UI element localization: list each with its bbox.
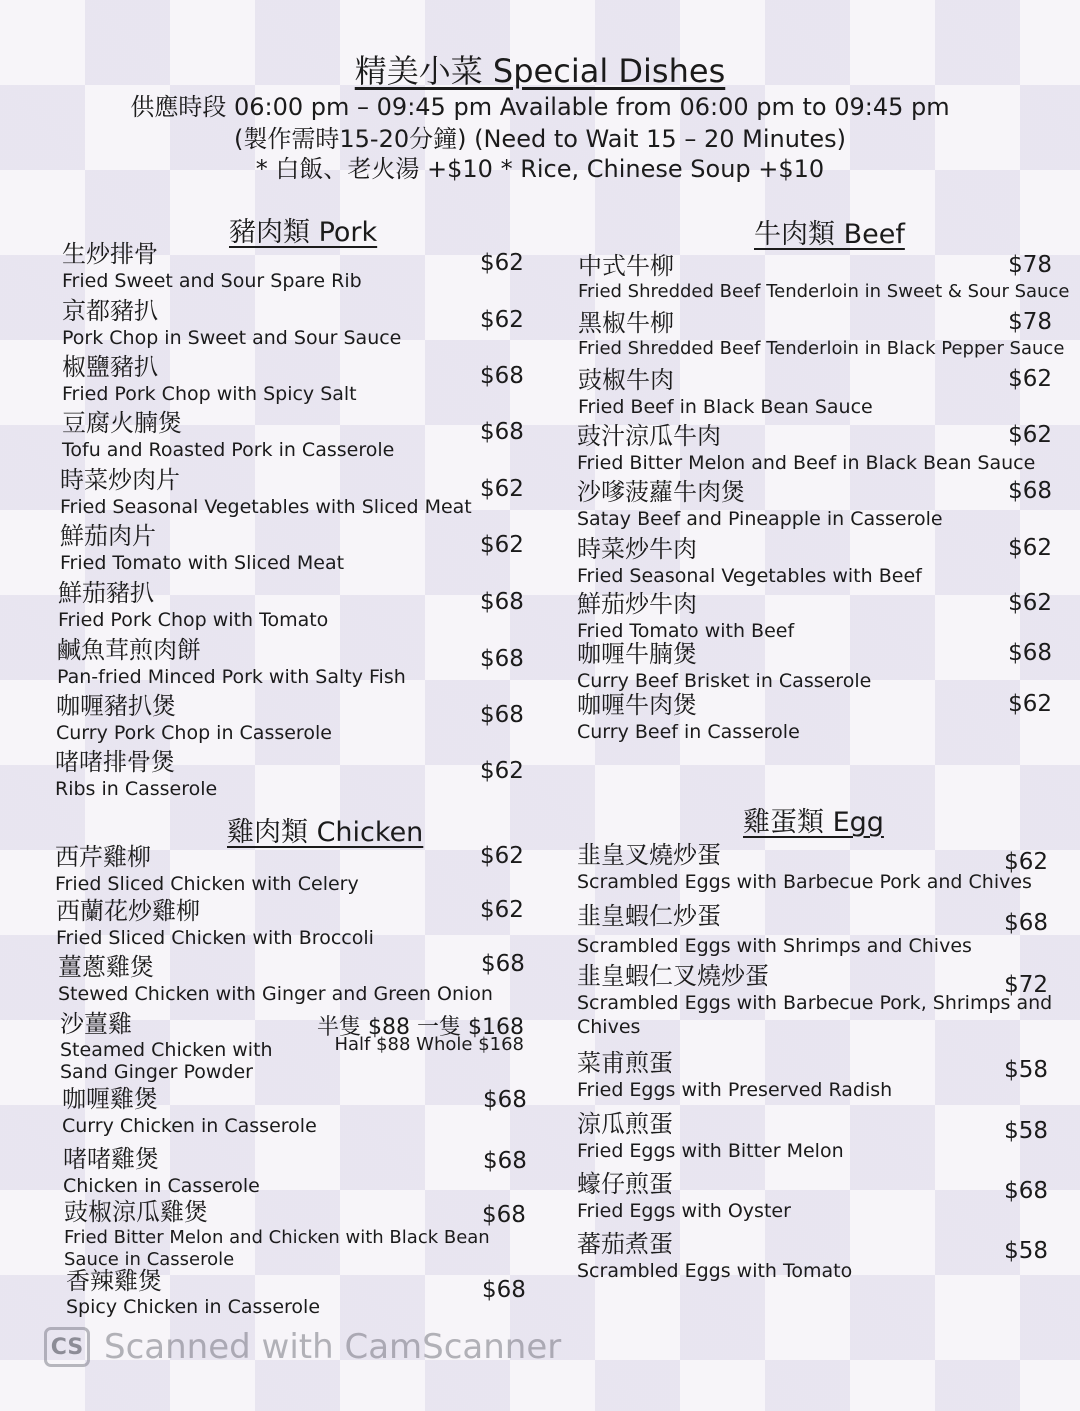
menu-item <box>62 1085 552 1141</box>
item-name-en: Ribs in Casserole <box>55 778 218 800</box>
item-name-zh: 京都豬扒 <box>62 297 158 325</box>
item-name-zh: 時菜炒肉片 <box>60 466 180 494</box>
item-name-en: Fried Shredded Beef Tenderloin in Black Pepper Sauce <box>578 338 1065 359</box>
item-price: $58 <box>1004 1118 1048 1144</box>
menu-item <box>577 535 1052 591</box>
item-name-zh: 豉椒牛肉 <box>578 366 674 394</box>
item-price: $62 <box>480 307 524 333</box>
menu-item <box>62 240 552 296</box>
availability-line: 供應時段 06:00 pm – 09:45 pm Available from 06:00 pm to 09:45 pm <box>130 93 950 121</box>
menu-item <box>56 897 552 953</box>
item-price: $78 <box>1008 309 1052 335</box>
item-name-en: Pork Chop in Sweet and Sour Sauce <box>62 327 402 349</box>
item-name-en: Curry Beef in Casserole <box>577 721 800 743</box>
item-name-en: Fried Beef in Black Bean Sauce <box>578 396 873 418</box>
item-name-en: Fried Seasonal Vegetables with Sliced Meat <box>60 496 472 518</box>
item-price: $68 <box>1004 910 1048 936</box>
item-price: $58 <box>1004 1238 1048 1264</box>
item-name-en: Scrambled Eggs with Barbecue Pork, Shrimps and <box>577 992 1053 1014</box>
item-name-en-line2: Sand Ginger Powder <box>60 1061 253 1083</box>
item-name-en: Fried Eggs with Bitter Melon <box>577 1140 844 1162</box>
item-name-en: Fried Tomato with Sliced Meat <box>60 552 345 574</box>
item-name-zh: 椒鹽豬扒 <box>62 353 158 381</box>
item-price: $58 <box>1004 1057 1048 1083</box>
item-name-zh: 咖喱牛腩煲 <box>577 640 697 668</box>
item-price: $62 <box>1008 366 1052 392</box>
item-price: $68 <box>483 1087 527 1113</box>
item-name-en: Steamed Chicken with <box>60 1039 273 1061</box>
item-name-zh: 豆腐火腩煲 <box>62 409 182 437</box>
item-name-en: Fried Pork Chop with Tomato <box>58 609 329 631</box>
menu-item <box>577 962 1053 1042</box>
item-name-zh: 時菜炒牛肉 <box>577 535 697 563</box>
menu-item <box>62 409 552 465</box>
menu-item <box>577 1230 1048 1286</box>
item-price: $68 <box>482 1277 526 1303</box>
menu-item <box>62 353 552 409</box>
item-name-en: Fried Seasonal Vegetables with Beef <box>577 565 922 587</box>
item-name-zh: 韭皇叉燒炒蛋 <box>577 841 721 869</box>
item-name-en-line2: Sauce in Casserole <box>64 1249 235 1270</box>
item-price: $68 <box>480 589 524 615</box>
menu-item <box>64 1198 552 1270</box>
item-name-zh: 鮮茄肉片 <box>60 522 156 550</box>
item-name-en: Fried Pork Chop with Spicy Salt <box>62 383 357 405</box>
menu-item <box>55 748 552 804</box>
item-price: $68 <box>480 646 524 672</box>
item-price: $68 <box>480 702 524 728</box>
section-heading-pork: 豬肉類 Pork <box>229 217 378 248</box>
item-price: $68 <box>1008 478 1052 504</box>
menu-item <box>577 1110 1048 1166</box>
section-heading-egg: 雞蛋類 Egg <box>743 807 884 838</box>
item-name-en: Fried Eggs with Oyster <box>577 1200 791 1222</box>
item-price: $62 <box>480 532 524 558</box>
item-name-zh: 鮮茄炒牛肉 <box>577 590 697 618</box>
menu-item <box>63 1145 552 1201</box>
item-name-zh: 韭皇蝦仁叉燒炒蛋 <box>577 962 769 990</box>
item-price: $62 <box>1008 422 1052 448</box>
item-price: $68 <box>482 1202 526 1228</box>
item-name-en: Scrambled Eggs with Barbecue Pork and Chives <box>577 871 1032 893</box>
item-name-zh: 鹹魚茸煎肉餅 <box>57 636 201 664</box>
add-on-line: * 白飯、老火湯 +$10 * Rice, Chinese Soup +$10 <box>255 155 825 183</box>
item-name-zh: 薑蔥雞煲 <box>58 953 154 981</box>
item-name-zh: 豉椒涼瓜雞煲 <box>64 1198 208 1226</box>
item-name-en: Fried Sliced Chicken with Broccoli <box>56 927 374 949</box>
menu-item <box>577 902 1048 958</box>
item-name-en: Stewed Chicken with Ginger and Green Onion <box>58 983 493 1005</box>
item-price: $78 <box>1008 252 1052 278</box>
item-name-zh: 蠔仔煎蛋 <box>577 1170 673 1198</box>
menu-item <box>577 1049 1048 1105</box>
menu-title: 精美小菜 Special Dishes <box>354 52 726 90</box>
item-price: $68 <box>480 363 524 389</box>
item-name-zh: 蕃茄煮蛋 <box>577 1230 673 1258</box>
item-price-en: Half $88 Whole $168 <box>334 1034 524 1055</box>
menu-item <box>58 953 552 1009</box>
item-name-en: Chicken in Casserole <box>63 1175 260 1197</box>
item-name-en: Curry Chicken in Casserole <box>62 1115 317 1137</box>
item-price: $68 <box>483 1148 527 1174</box>
menu-item <box>578 309 1065 365</box>
item-name-en: Fried Sliced Chicken with Celery <box>55 873 359 895</box>
menu-item <box>577 590 1052 646</box>
item-name-en: Fried Sweet and Sour Spare Rib <box>62 270 362 292</box>
item-name-zh: 鮮茄豬扒 <box>58 579 154 607</box>
menu-item <box>577 478 1052 534</box>
item-name-en: Spicy Chicken in Casserole <box>66 1296 321 1318</box>
menu-item <box>60 466 552 522</box>
item-name-zh: 啫啫排骨煲 <box>55 748 175 776</box>
item-name-en: Fried Eggs with Preserved Radish <box>577 1079 893 1101</box>
menu-item <box>60 522 552 578</box>
menu-item <box>577 422 1052 478</box>
item-price: $62 <box>480 843 524 869</box>
item-name-en: Fried Shredded Beef Tenderloin in Sweet & Sour Sauce <box>578 281 1070 302</box>
item-name-zh: 韭皇蝦仁炒蛋 <box>577 902 721 930</box>
item-name-en: Fried Bitter Melon and Chicken with Black Bean <box>64 1227 490 1248</box>
item-name-en: Pan-fried Minced Pork with Salty Fish <box>57 666 406 688</box>
item-price: $62 <box>480 250 524 276</box>
item-name-en: Scrambled Eggs with Shrimps and Chives <box>577 935 972 957</box>
menu-item <box>60 1010 530 1082</box>
menu-item <box>577 640 1052 696</box>
menu-item <box>578 366 1052 422</box>
item-price: $62 <box>1008 535 1052 561</box>
menu-item <box>577 691 1052 747</box>
item-name-zh: 沙薑雞 <box>60 1010 132 1038</box>
item-price: $72 <box>1004 972 1048 998</box>
item-price: $68 <box>481 951 525 977</box>
menu-item <box>57 636 552 692</box>
section-heading-beef: 牛肉類 Beef <box>754 219 905 250</box>
wait-time-line: (製作需時15-20分鐘) (Need to Wait 15 – 20 Minutes) <box>234 125 846 153</box>
item-name-zh: 咖喱豬扒煲 <box>56 692 176 720</box>
menu-item <box>577 1170 1048 1226</box>
item-name-en: Fried Bitter Melon and Beef in Black Bean Sauce <box>577 452 1036 474</box>
item-name-zh: 生炒排骨 <box>62 240 158 268</box>
menu-item <box>578 252 1070 308</box>
menu-item <box>62 297 552 353</box>
section-heading-chicken: 雞肉類 Chicken <box>227 817 424 848</box>
menu-item <box>58 579 552 635</box>
item-price: $68 <box>1008 640 1052 666</box>
item-name-en: Satay Beef and Pineapple in Casserole <box>577 508 943 530</box>
camscanner-logo-icon: CS <box>44 1327 90 1367</box>
item-name-zh: 西芹雞柳 <box>55 843 151 871</box>
item-price: $62 <box>1008 590 1052 616</box>
item-price: $62 <box>1004 849 1048 875</box>
item-name-zh: 香辣雞煲 <box>66 1267 162 1295</box>
item-price: $68 <box>480 419 524 445</box>
item-name-zh: 沙嗲菠蘿牛肉煲 <box>577 478 745 506</box>
item-name-en-line2: Chives <box>577 1016 641 1038</box>
item-price: $62 <box>1008 691 1052 717</box>
item-name-en: Curry Pork Chop in Casserole <box>56 722 332 744</box>
item-name-zh: 菜甫煎蛋 <box>577 1049 673 1077</box>
item-name-zh: 咖喱牛肉煲 <box>577 691 697 719</box>
menu-item <box>66 1267 552 1323</box>
item-name-zh: 啫啫雞煲 <box>63 1145 159 1173</box>
item-name-zh: 黑椒牛柳 <box>578 309 674 337</box>
camscanner-watermark <box>44 1327 561 1367</box>
item-name-zh: 中式牛柳 <box>578 252 674 280</box>
menu-item <box>55 843 552 899</box>
item-price: 半隻 $88 一隻 $168 <box>317 1015 524 1040</box>
menu-item <box>56 692 552 748</box>
item-price: $62 <box>480 476 524 502</box>
item-name-zh: 豉汁涼瓜牛肉 <box>577 422 721 450</box>
item-name-en: Fried Tomato with Beef <box>577 620 795 642</box>
watermark-text: Scanned with CamScanner <box>104 1327 562 1367</box>
item-name-en: Scrambled Eggs with Tomato <box>577 1260 853 1282</box>
item-name-en: Curry Beef Brisket in Casserole <box>577 670 872 692</box>
item-name-zh: 涼瓜煎蛋 <box>577 1110 673 1138</box>
item-name-zh: 西蘭花炒雞柳 <box>56 897 200 925</box>
item-name-zh: 咖喱雞煲 <box>62 1085 158 1113</box>
item-price: $62 <box>480 758 524 784</box>
item-name-en: Tofu and Roasted Pork in Casserole <box>62 439 395 461</box>
item-price: $68 <box>1004 1178 1048 1204</box>
menu-item <box>577 841 1048 897</box>
item-price: $62 <box>480 897 524 923</box>
